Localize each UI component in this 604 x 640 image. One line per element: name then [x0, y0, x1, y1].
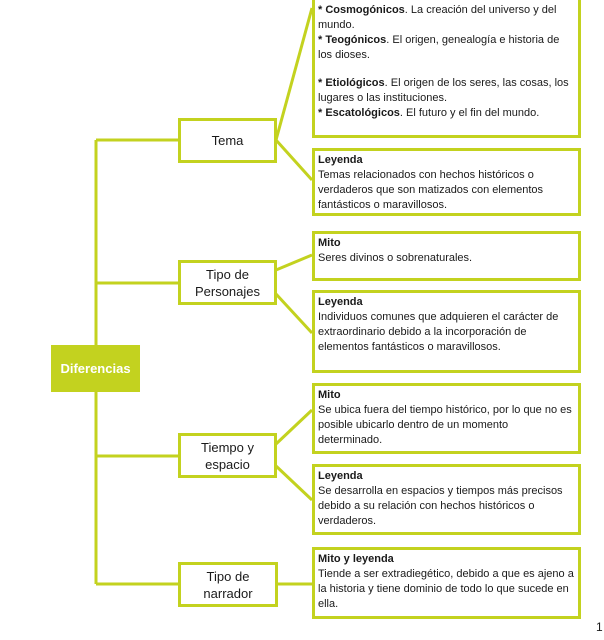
box-title: Mito — [318, 237, 341, 249]
box-text: Se desarrolla en espacios y tiempos más precisos debido a su relación con hechos históricos o verdaderos. — [318, 485, 563, 527]
tiempo-mito-box — [312, 383, 581, 454]
category-tiempo-label: Tiempo y espacio — [201, 439, 254, 472]
page-number: 1 — [596, 620, 603, 634]
category-tiempo-y-espacio — [178, 433, 277, 478]
tema-mito-item: * Escatológicos. El futuro y el fin del mundo. — [318, 107, 540, 119]
tema-leyenda-box — [312, 148, 581, 216]
personajes-leyenda-box — [312, 290, 581, 373]
category-narrador-label: Tipo de narrador — [203, 568, 253, 601]
category-tema — [178, 118, 277, 163]
tema-mito-item: * Teogónicos. El origen, genealogía e historia de los dioses. — [318, 34, 560, 61]
box-title: Leyenda — [318, 296, 363, 308]
category-tipo-de-narrador — [178, 562, 278, 607]
box-title: Leyenda — [318, 154, 363, 166]
category-tipo-de-personajes — [178, 260, 277, 305]
box-text: Tiende a ser extradiegético, debido a que es ajeno a la historia y tiene dominio de todo lo que sucede en ella. — [318, 568, 574, 610]
personajes-mito-box — [312, 231, 581, 281]
tema-mito-item: * Etiológicos. El origen de los seres, las cosas, los lugares o las instituciones. — [318, 77, 569, 104]
tiempo-leyenda-box — [312, 464, 581, 535]
box-text: Seres divinos o sobrenaturales. — [318, 252, 473, 264]
tema-mito-box — [312, 0, 581, 138]
box-text: Individuos comunes que adquieren el carácter de extraordinario debido a la incorporación de elementos fantásticos o maravillosos. — [318, 311, 559, 353]
narrador-box — [312, 547, 581, 619]
tema-mito-item: * Cosmogónicos. La creación del universo y del mundo. — [318, 4, 557, 31]
category-personajes-label: Tipo de Personajes — [194, 266, 261, 299]
category-tema-label: Tema — [211, 133, 244, 148]
box-text: Se ubica fuera del tiempo histórico, por lo que no es posible ubicarlo dentro de un momento determinado. — [318, 404, 572, 446]
root-label: Diferencias — [60, 361, 131, 376]
box-text: Temas relacionados con hechos históricos o verdaderos que son matizados con elementos fantásticos o maravillosos. — [318, 169, 544, 211]
root-node-diferencias — [51, 345, 140, 392]
box-title: Mito — [318, 389, 341, 401]
box-title: Leyenda — [318, 470, 363, 482]
box-title: Mito y leyenda — [318, 553, 394, 565]
